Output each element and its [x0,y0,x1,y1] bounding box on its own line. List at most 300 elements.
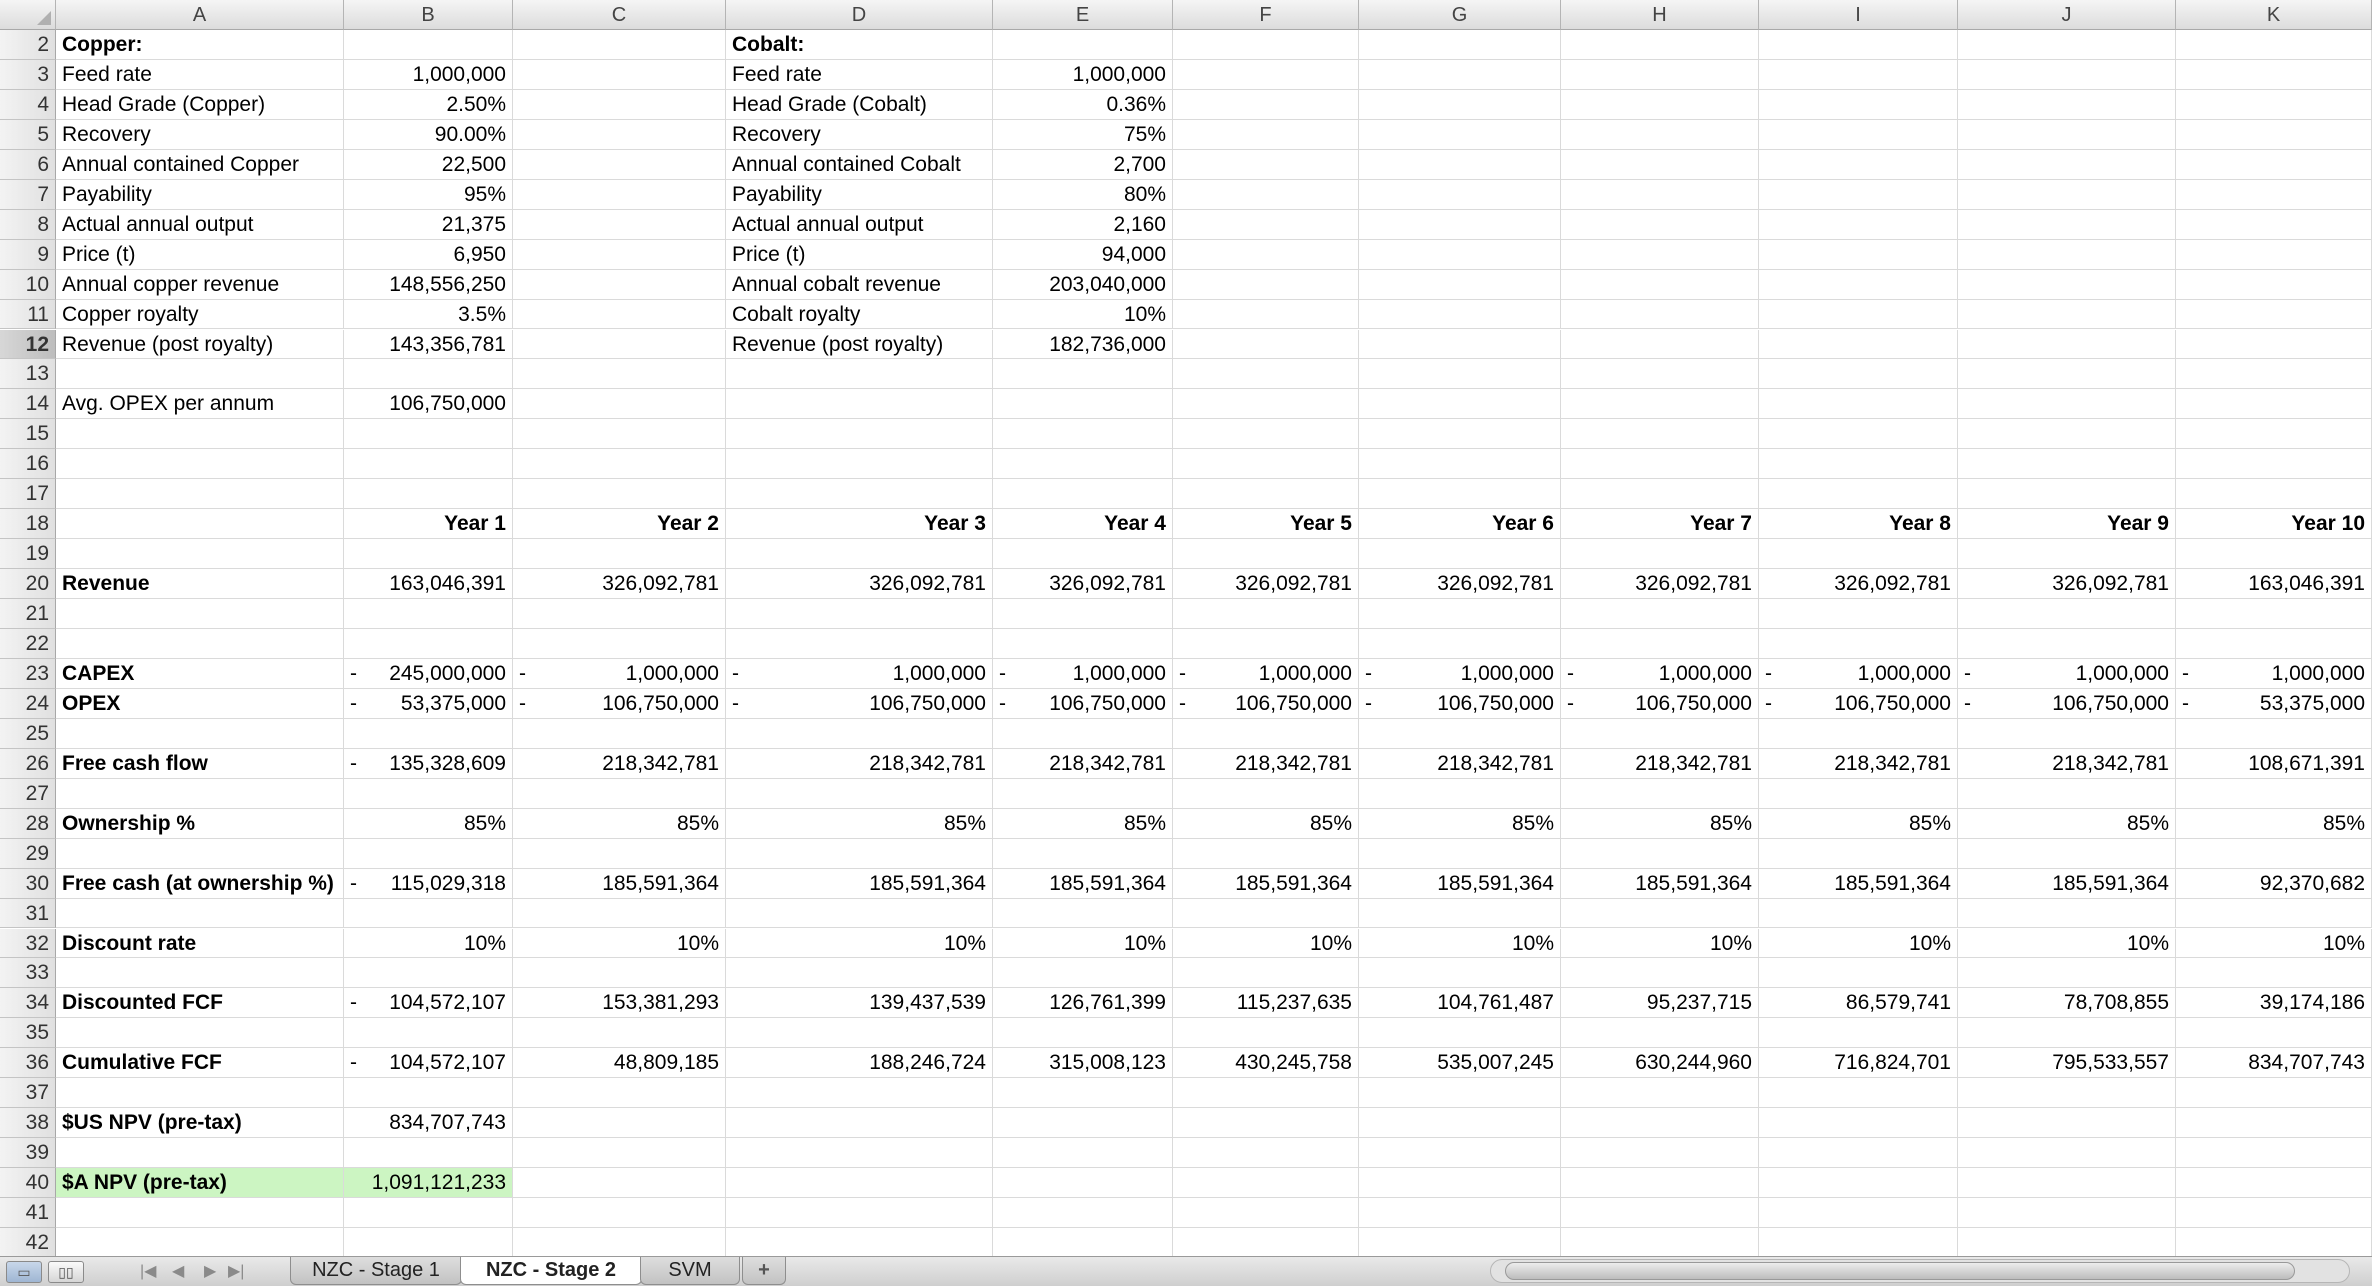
row-header-14[interactable]: 14 [0,389,56,419]
cell-e31[interactable] [993,899,1173,929]
cell-d23[interactable] [726,659,993,689]
row-header-42[interactable]: 42 [0,1228,56,1256]
cell-i15[interactable] [1759,419,1958,449]
cell-j9[interactable] [1958,240,2176,270]
cell-d42[interactable] [726,1228,993,1256]
cell-c38[interactable] [513,1108,726,1138]
cell-c13[interactable] [513,359,726,389]
cell-k2[interactable] [2176,30,2372,60]
cell-b16[interactable] [344,449,513,479]
row-header-10[interactable]: 10 [0,270,56,300]
cell-e13[interactable] [993,359,1173,389]
cell-i8[interactable] [1759,210,1958,240]
cell-k30[interactable] [2176,869,2372,899]
row-header-30[interactable]: 30 [0,869,56,899]
cell-j27[interactable] [1958,779,2176,809]
cell-i35[interactable] [1759,1018,1958,1048]
cell-b7[interactable] [344,180,513,210]
cell-g15[interactable] [1359,419,1561,449]
cell-c29[interactable] [513,839,726,869]
cell-c24[interactable] [513,689,726,719]
cell-e9[interactable] [993,240,1173,270]
cell-f34[interactable] [1173,988,1359,1018]
column-header-g[interactable]: G [1359,0,1561,30]
cell-k33[interactable] [2176,958,2372,988]
cell-h21[interactable] [1561,599,1759,629]
cell-f25[interactable] [1173,719,1359,749]
cell-b5[interactable] [344,120,513,150]
cell-k34[interactable] [2176,988,2372,1018]
cell-b23[interactable] [344,659,513,689]
cell-g17[interactable] [1359,479,1561,509]
cell-j40[interactable] [1958,1168,2176,1198]
cell-g6[interactable] [1359,150,1561,180]
cell-i32[interactable] [1759,929,1958,959]
cell-b28[interactable] [344,809,513,839]
cell-f7[interactable] [1173,180,1359,210]
cell-b9[interactable] [344,240,513,270]
cell-g29[interactable] [1359,839,1561,869]
cell-e12[interactable] [993,330,1173,360]
cell-g39[interactable] [1359,1138,1561,1168]
cell-a37[interactable] [56,1078,344,1108]
cell-h6[interactable] [1561,150,1759,180]
cell-b17[interactable] [344,479,513,509]
cell-k15[interactable] [2176,419,2372,449]
cell-a17[interactable] [56,479,344,509]
cell-b20[interactable] [344,569,513,599]
cell-i40[interactable] [1759,1168,1958,1198]
cell-d34[interactable] [726,988,993,1018]
cell-a21[interactable] [56,599,344,629]
cell-c31[interactable] [513,899,726,929]
cell-j8[interactable] [1958,210,2176,240]
prev-sheet-arrow-icon[interactable]: ◀ [172,1263,185,1280]
cell-b42[interactable] [344,1228,513,1256]
cell-k25[interactable] [2176,719,2372,749]
cell-g41[interactable] [1359,1198,1561,1228]
cell-h26[interactable] [1561,749,1759,779]
cell-g30[interactable] [1359,869,1561,899]
cell-k36[interactable] [2176,1048,2372,1078]
row-header-16[interactable]: 16 [0,449,56,479]
cell-a6[interactable] [56,150,344,180]
row-header-27[interactable]: 27 [0,779,56,809]
cell-h38[interactable] [1561,1108,1759,1138]
cell-e26[interactable] [993,749,1173,779]
cell-j30[interactable] [1958,869,2176,899]
cell-f37[interactable] [1173,1078,1359,1108]
cell-b14[interactable] [344,389,513,419]
cell-a13[interactable] [56,359,344,389]
cell-k19[interactable] [2176,539,2372,569]
cell-d4[interactable] [726,90,993,120]
cell-a30[interactable] [56,869,344,899]
cell-d16[interactable] [726,449,993,479]
horizontal-scrollbar-thumb[interactable] [1505,1262,2295,1280]
cell-c12[interactable] [513,330,726,360]
cell-g34[interactable] [1359,988,1561,1018]
column-header-i[interactable]: I [1759,0,1958,30]
cell-h39[interactable] [1561,1138,1759,1168]
cell-f2[interactable] [1173,30,1359,60]
cell-c36[interactable] [513,1048,726,1078]
cell-f38[interactable] [1173,1108,1359,1138]
cell-c18[interactable] [513,509,726,539]
cell-e39[interactable] [993,1138,1173,1168]
cell-i29[interactable] [1759,839,1958,869]
row-header-17[interactable]: 17 [0,479,56,509]
cell-d38[interactable] [726,1108,993,1138]
cell-f15[interactable] [1173,419,1359,449]
cell-h7[interactable] [1561,180,1759,210]
cell-b30[interactable] [344,869,513,899]
cell-b10[interactable] [344,270,513,300]
cell-j14[interactable] [1958,389,2176,419]
cell-i42[interactable] [1759,1228,1958,1256]
cell-g36[interactable] [1359,1048,1561,1078]
cell-h12[interactable] [1561,330,1759,360]
cell-k21[interactable] [2176,599,2372,629]
row-header-21[interactable]: 21 [0,599,56,629]
first-sheet-arrow-icon[interactable]: |◀ [140,1263,157,1280]
cell-k12[interactable] [2176,330,2372,360]
cell-h13[interactable] [1561,359,1759,389]
cell-k5[interactable] [2176,120,2372,150]
cell-d13[interactable] [726,359,993,389]
cell-b15[interactable] [344,419,513,449]
cell-b4[interactable] [344,90,513,120]
cell-a7[interactable] [56,180,344,210]
cell-g18[interactable] [1359,509,1561,539]
cell-c41[interactable] [513,1198,726,1228]
row-header-3[interactable]: 3 [0,60,56,90]
cell-e25[interactable] [993,719,1173,749]
cell-e22[interactable] [993,629,1173,659]
cell-i5[interactable] [1759,120,1958,150]
cell-c28[interactable] [513,809,726,839]
cell-h22[interactable] [1561,629,1759,659]
cell-e21[interactable] [993,599,1173,629]
cell-i7[interactable] [1759,180,1958,210]
cell-h23[interactable] [1561,659,1759,689]
cell-k9[interactable] [2176,240,2372,270]
cell-g35[interactable] [1359,1018,1561,1048]
cell-c14[interactable] [513,389,726,419]
row-header-12[interactable]: 12 [0,330,56,360]
cell-c21[interactable] [513,599,726,629]
cell-i14[interactable] [1759,389,1958,419]
cell-i18[interactable] [1759,509,1958,539]
cell-h28[interactable] [1561,809,1759,839]
cell-a26[interactable] [56,749,344,779]
cell-f13[interactable] [1173,359,1359,389]
cell-e41[interactable] [993,1198,1173,1228]
cell-h11[interactable] [1561,300,1759,330]
cell-f4[interactable] [1173,90,1359,120]
cell-b39[interactable] [344,1138,513,1168]
cell-e4[interactable] [993,90,1173,120]
cell-h35[interactable] [1561,1018,1759,1048]
add-sheet-button[interactable]: + [742,1257,786,1285]
cell-h18[interactable] [1561,509,1759,539]
cell-c20[interactable] [513,569,726,599]
row-header-34[interactable]: 34 [0,988,56,1018]
cell-e8[interactable] [993,210,1173,240]
cell-g8[interactable] [1359,210,1561,240]
cell-a16[interactable] [56,449,344,479]
cell-j42[interactable] [1958,1228,2176,1256]
cell-i4[interactable] [1759,90,1958,120]
column-header-c[interactable]: C [513,0,726,30]
cell-j20[interactable] [1958,569,2176,599]
cell-c25[interactable] [513,719,726,749]
cell-d3[interactable] [726,60,993,90]
cell-j19[interactable] [1958,539,2176,569]
cell-i11[interactable] [1759,300,1958,330]
cell-f35[interactable] [1173,1018,1359,1048]
cell-j37[interactable] [1958,1078,2176,1108]
cell-j22[interactable] [1958,629,2176,659]
cell-h19[interactable] [1561,539,1759,569]
cell-b27[interactable] [344,779,513,809]
cell-j34[interactable] [1958,988,2176,1018]
cell-i2[interactable] [1759,30,1958,60]
cell-a28[interactable] [56,809,344,839]
cell-e19[interactable] [993,539,1173,569]
cell-i6[interactable] [1759,150,1958,180]
cell-h20[interactable] [1561,569,1759,599]
cell-b11[interactable] [344,300,513,330]
cell-h31[interactable] [1561,899,1759,929]
cell-i21[interactable] [1759,599,1958,629]
row-header-38[interactable]: 38 [0,1108,56,1138]
cell-k37[interactable] [2176,1078,2372,1108]
cell-i24[interactable] [1759,689,1958,719]
cell-d18[interactable] [726,509,993,539]
cell-g26[interactable] [1359,749,1561,779]
cell-c32[interactable] [513,929,726,959]
cell-c40[interactable] [513,1168,726,1198]
next-sheet-arrow-icon[interactable]: ▶ [204,1263,217,1280]
cell-h34[interactable] [1561,988,1759,1018]
cell-f27[interactable] [1173,779,1359,809]
cell-b32[interactable] [344,929,513,959]
cell-j16[interactable] [1958,449,2176,479]
cell-k7[interactable] [2176,180,2372,210]
cell-g25[interactable] [1359,719,1561,749]
cell-i10[interactable] [1759,270,1958,300]
cell-d40[interactable] [726,1168,993,1198]
cell-b37[interactable] [344,1078,513,1108]
row-header-25[interactable]: 25 [0,719,56,749]
row-header-9[interactable]: 9 [0,240,56,270]
cell-c7[interactable] [513,180,726,210]
cell-j10[interactable] [1958,270,2176,300]
cell-c17[interactable] [513,479,726,509]
page-layout-view-icon[interactable]: ▯▯ [48,1261,84,1283]
cell-c8[interactable] [513,210,726,240]
cell-k18[interactable] [2176,509,2372,539]
cell-b29[interactable] [344,839,513,869]
cell-a25[interactable] [56,719,344,749]
cell-g9[interactable] [1359,240,1561,270]
cell-g40[interactable] [1359,1168,1561,1198]
cell-a19[interactable] [56,539,344,569]
cell-d31[interactable] [726,899,993,929]
cell-a20[interactable] [56,569,344,599]
cell-f11[interactable] [1173,300,1359,330]
row-header-32[interactable]: 32 [0,929,56,959]
cell-h5[interactable] [1561,120,1759,150]
cell-d28[interactable] [726,809,993,839]
cell-d15[interactable] [726,419,993,449]
cell-d21[interactable] [726,599,993,629]
cell-d30[interactable] [726,869,993,899]
cell-f39[interactable] [1173,1138,1359,1168]
cell-e14[interactable] [993,389,1173,419]
cell-c26[interactable] [513,749,726,779]
cell-j35[interactable] [1958,1018,2176,1048]
cell-f33[interactable] [1173,958,1359,988]
cell-a24[interactable] [56,689,344,719]
row-header-35[interactable]: 35 [0,1018,56,1048]
row-header-40[interactable]: 40 [0,1168,56,1198]
last-sheet-arrow-icon[interactable]: ▶| [228,1263,245,1280]
cell-e42[interactable] [993,1228,1173,1256]
cell-c2[interactable] [513,30,726,60]
cell-g16[interactable] [1359,449,1561,479]
cell-a15[interactable] [56,419,344,449]
cell-j5[interactable] [1958,120,2176,150]
cell-k16[interactable] [2176,449,2372,479]
cell-i22[interactable] [1759,629,1958,659]
cell-f41[interactable] [1173,1198,1359,1228]
cell-e38[interactable] [993,1108,1173,1138]
cell-j18[interactable] [1958,509,2176,539]
cell-f6[interactable] [1173,150,1359,180]
column-header-j[interactable]: J [1958,0,2176,30]
cell-k4[interactable] [2176,90,2372,120]
cell-i16[interactable] [1759,449,1958,479]
cell-i38[interactable] [1759,1108,1958,1138]
cell-i12[interactable] [1759,330,1958,360]
row-header-15[interactable]: 15 [0,419,56,449]
cell-f9[interactable] [1173,240,1359,270]
cell-g28[interactable] [1359,809,1561,839]
cell-i26[interactable] [1759,749,1958,779]
row-header-19[interactable]: 19 [0,539,56,569]
cell-i33[interactable] [1759,958,1958,988]
cell-b40[interactable] [344,1168,513,1198]
cell-h2[interactable] [1561,30,1759,60]
cell-i39[interactable] [1759,1138,1958,1168]
cell-j32[interactable] [1958,929,2176,959]
cell-i27[interactable] [1759,779,1958,809]
cell-b21[interactable] [344,599,513,629]
cell-a2[interactable] [56,30,344,60]
cell-f19[interactable] [1173,539,1359,569]
cell-j21[interactable] [1958,599,2176,629]
cell-d37[interactable] [726,1078,993,1108]
cell-b24[interactable] [344,689,513,719]
cell-b25[interactable] [344,719,513,749]
cell-a41[interactable] [56,1198,344,1228]
cell-d5[interactable] [726,120,993,150]
cell-k32[interactable] [2176,929,2372,959]
cell-d22[interactable] [726,629,993,659]
cell-i41[interactable] [1759,1198,1958,1228]
cell-k10[interactable] [2176,270,2372,300]
column-header-d[interactable]: D [726,0,993,30]
cell-g33[interactable] [1359,958,1561,988]
cell-d19[interactable] [726,539,993,569]
cell-e29[interactable] [993,839,1173,869]
cell-b3[interactable] [344,60,513,90]
cell-e30[interactable] [993,869,1173,899]
cell-f8[interactable] [1173,210,1359,240]
cell-d36[interactable] [726,1048,993,1078]
cell-d6[interactable] [726,150,993,180]
cell-h32[interactable] [1561,929,1759,959]
row-header-29[interactable]: 29 [0,839,56,869]
row-header-22[interactable]: 22 [0,629,56,659]
cell-c5[interactable] [513,120,726,150]
cell-k3[interactable] [2176,60,2372,90]
cell-h16[interactable] [1561,449,1759,479]
cell-i17[interactable] [1759,479,1958,509]
cell-e3[interactable] [993,60,1173,90]
cell-b35[interactable] [344,1018,513,1048]
cell-d25[interactable] [726,719,993,749]
cell-i13[interactable] [1759,359,1958,389]
cell-f24[interactable] [1173,689,1359,719]
cell-c37[interactable] [513,1078,726,1108]
cell-a12[interactable] [56,330,344,360]
cell-h30[interactable] [1561,869,1759,899]
cell-i31[interactable] [1759,899,1958,929]
cell-k22[interactable] [2176,629,2372,659]
cell-e20[interactable] [993,569,1173,599]
cell-c22[interactable] [513,629,726,659]
cell-d29[interactable] [726,839,993,869]
cell-g4[interactable] [1359,90,1561,120]
sheet-tab-nzc-stage-1[interactable]: NZC - Stage 1 [290,1257,462,1285]
cell-g10[interactable] [1359,270,1561,300]
cell-j31[interactable] [1958,899,2176,929]
cell-c35[interactable] [513,1018,726,1048]
cell-g42[interactable] [1359,1228,1561,1256]
cell-k6[interactable] [2176,150,2372,180]
cell-h9[interactable] [1561,240,1759,270]
cell-j4[interactable] [1958,90,2176,120]
cell-k8[interactable] [2176,210,2372,240]
cell-a4[interactable] [56,90,344,120]
cell-c23[interactable] [513,659,726,689]
cell-f12[interactable] [1173,330,1359,360]
cell-j28[interactable] [1958,809,2176,839]
cell-g21[interactable] [1359,599,1561,629]
cell-j11[interactable] [1958,300,2176,330]
cell-h14[interactable] [1561,389,1759,419]
cell-a9[interactable] [56,240,344,270]
cell-e32[interactable] [993,929,1173,959]
cell-a23[interactable] [56,659,344,689]
cell-i37[interactable] [1759,1078,1958,1108]
cell-h17[interactable] [1561,479,1759,509]
cell-f21[interactable] [1173,599,1359,629]
select-all-corner[interactable] [0,0,56,30]
